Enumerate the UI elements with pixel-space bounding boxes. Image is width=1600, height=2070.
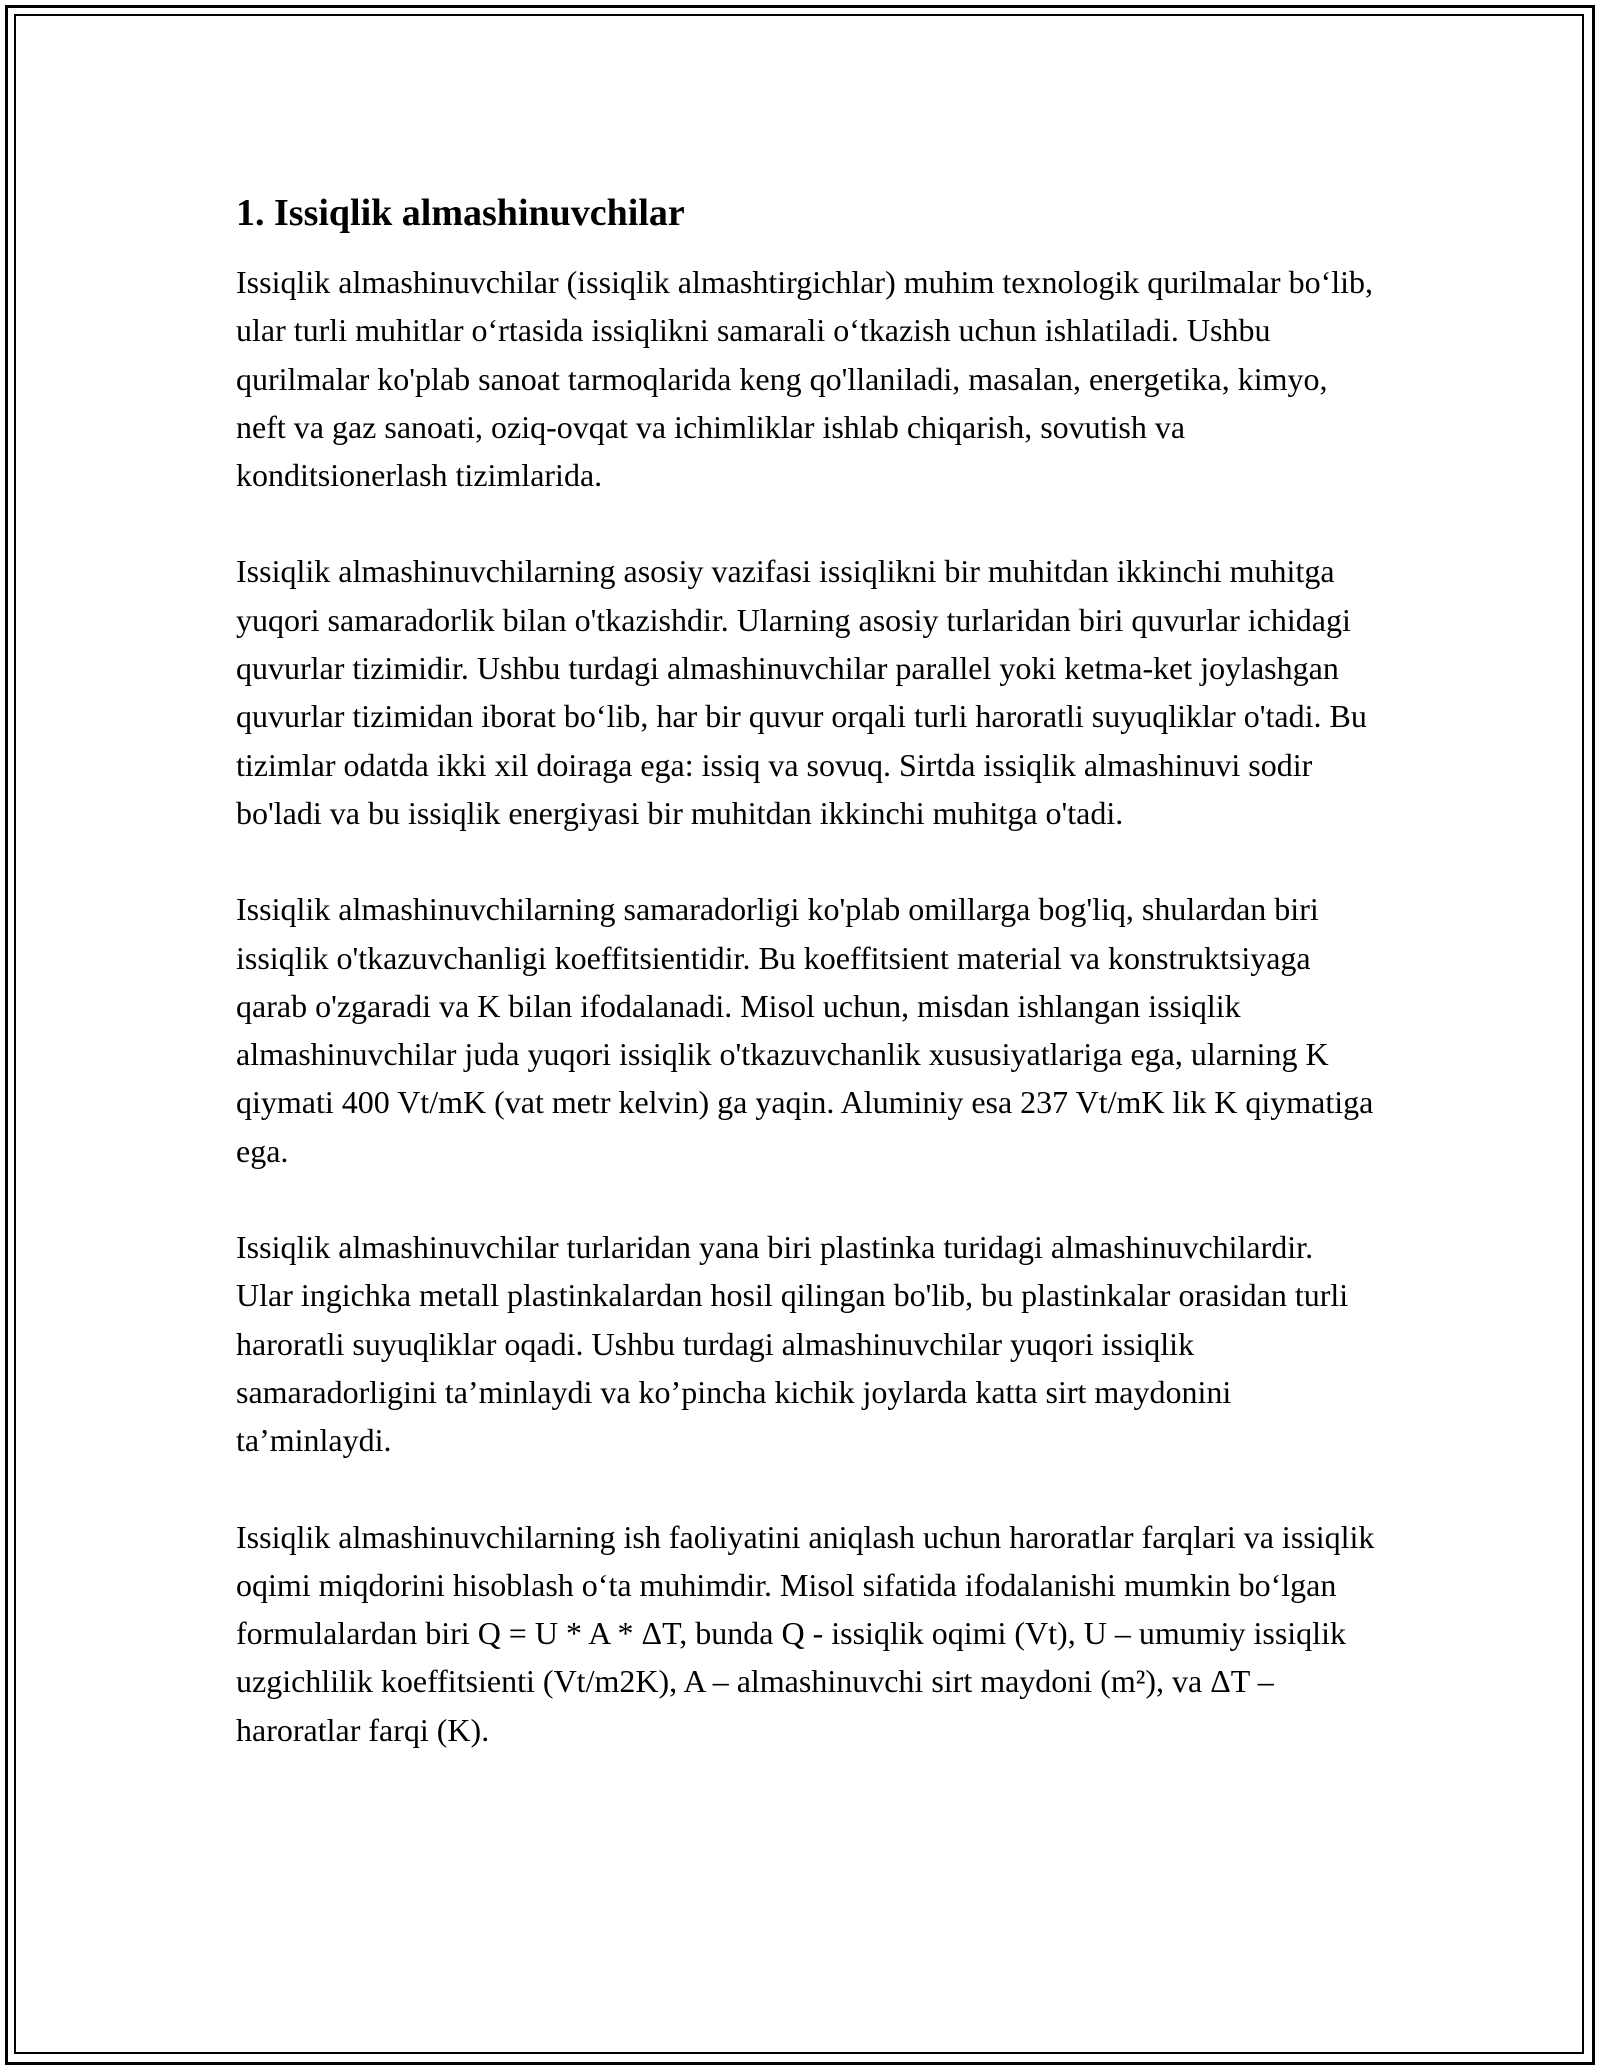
paragraph-efficiency: Issiqlik almashinuvchilarning samaradorligi ko'plab omillarga bog'liq, shulardan biri issiqlik o'tkazuvchanligi koeffitsientidir. Bu koeffitsient material va konstruktsiyaga qarab o'zgaradi va K bilan ifodalanadi. Misol uchun, misdan ishlangan issiqlik almashinuvchilar juda yuqori issiqlik o'tkazuvchanlik xususiyatlariga ega, ularning K qiymati 400 Vt/mK (vat metr kelvin) ga yaqin. Aluminiy esa 237 Vt/mK lik K qiymatiga ega.: [236, 891, 1374, 1169]
paragraph-main-function: Issiqlik almashinuvchilarning asosiy vazifasi issiqlikni bir muhitdan ikkinchi muhitga yuqori samaradorlik bilan o'tkazishdir. Ularning asosiy turlaridan biri quvurlar ichidagi quvurlar tizimidir. Ushbu turdagi almashinuvchilar parallel yoki ketma-ket joylashgan quvurlar tizimidan iborat bo‘lib, har bir quvur orqali turli haroratli suyuqliklar o'tadi. Bu tizimlar odatda ikki xil doiraga ega: issiq va sovuq. Sirtda issiqlik almashinuvi sodir bo'ladi va bu issiqlik energiyasi bir muhitdan ikkinchi muhitga o'tadi.: [236, 553, 1367, 831]
section-heading: 1. Issiqlik almashinuvchilar: [236, 192, 685, 234]
paragraph-formula: Issiqlik almashinuvchilarning ish faoliyatini aniqlash uchun haroratlar farqlari va issiqlik oqimi miqdorini hisoblash o‘ta muhimdir. Misol sifatida ifodalanishi mumkin bo‘lgan formulalardan biri Q = U * A * ΔT, bunda Q - issiqlik oqimi (Vt), U – umumiy issiqlik uzgichlilik koeffitsienti (Vt/m2K), A – almashinuvchi sirt maydoni (m²), va ΔT – haroratlar farqi (K).: [236, 1518, 1375, 1748]
paragraph-intro: Issiqlik almashinuvchilar (issiqlik almashtirgichlar) muhim texnologik qurilmalar bo‘lib, ular turli muhitlar o‘rtasida issiqlikni samarali o‘tkazish uchun ishlatiladi. Ushbu qurilmalar ko'plab sanoat tarmoqlarida keng qo'llaniladi, masalan, energetika, kimyo, neft va gaz sanoati, oziq-ovqat va ichimliklar ishlab chiqarish, sovutish va konditsionerlash tizimlarida.: [236, 264, 1373, 494]
paragraph-plate-type: Issiqlik almashinuvchilar turlaridan yana biri plastinka turidagi almashinuvchilardir. Ular ingichka metall plastinkalardan hosil qilingan bo'lib, bu plastinkalar orasidan turli haroratli suyuqliklar oqadi. Ushbu turdagi almashinuvchilar yuqori issiqlik samaradorligini ta’minlaydi va ko’pincha kichik joylarda katta sirt maydonini ta’minlaydi.: [236, 1229, 1349, 1459]
document-body: [236, 188, 1376, 1802]
